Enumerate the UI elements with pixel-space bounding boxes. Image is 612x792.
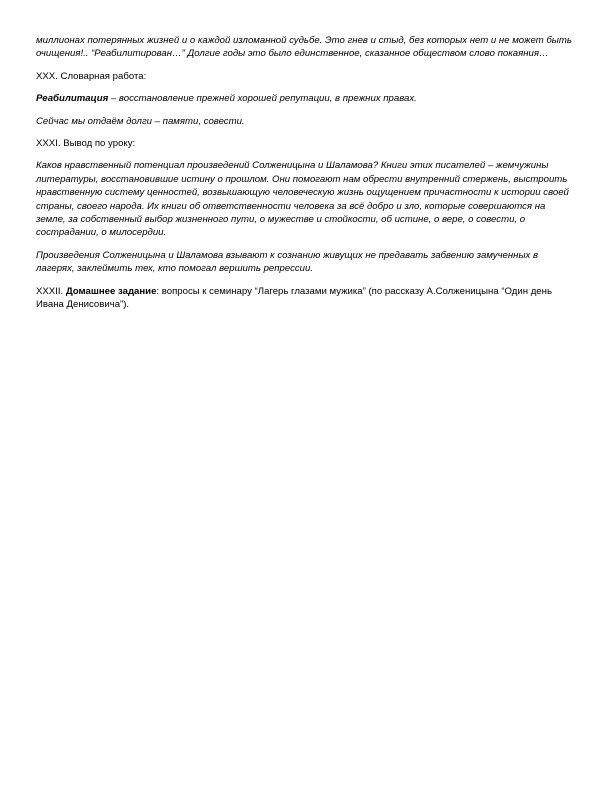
section-31-heading: XXXI. Вывод по уроку:	[36, 138, 136, 150]
paragraph-debts: Сейчас мы отдаём долги – памяти, совести.	[36, 115, 245, 127]
vocabulary-definition: – восстановление прежней хорошей репутации, в прежних правах.	[108, 93, 417, 105]
vocabulary-entry	[36, 92, 576, 105]
homework-text: : вопросы к семинару “Лагерь глазами мужика” (по рассказу А.Солженицына “Один день Ивана Денисовича”).	[36, 285, 552, 311]
document-page	[36, 34, 576, 321]
paragraph-conclusion: Каков нравственный потенциал произведений Солженицына и Шаламова? Книги этих писателей – жемчужины литературы, восстановившие истину о прошлом. Они помогают нам обрести внутренний стержень, выстроить нравственную систему ценностей, возвышающую человеческую жизнь ощущением причастности к истории своей страны, своего народа. Их книги об ответственности человека за всё добро и зло, которые совершаются на земле, за собственный выбор жизненного пути, о мужестве и стойкости, об истине, о вере, о совести, о сострадании, о милосердии.	[36, 160, 569, 239]
section-32-number: XXXII.	[36, 285, 66, 297]
vocabulary-term: Реабилитация	[36, 93, 109, 105]
homework-label: Домашнее задание	[65, 285, 157, 297]
paragraph-call: Произведения Солженицына и Шаламова взывают к сознанию живущих не предавать забвению замученных в лагерях, заклеймить тех, кто помогал вершить репрессии.	[36, 249, 538, 275]
section-32-homework	[36, 285, 576, 312]
section-30-heading: XXX. Словарная работа:	[36, 70, 147, 82]
paragraph-continuation: миллионах потерянных жизней и о каждой изломанной судьбе. Это гнев и стыд, без которых нет и не может быть очищения!.. “Реабилитирован…” Долгие годы это было единственное, сказанное обществом слово покаяния…	[36, 35, 572, 60]
